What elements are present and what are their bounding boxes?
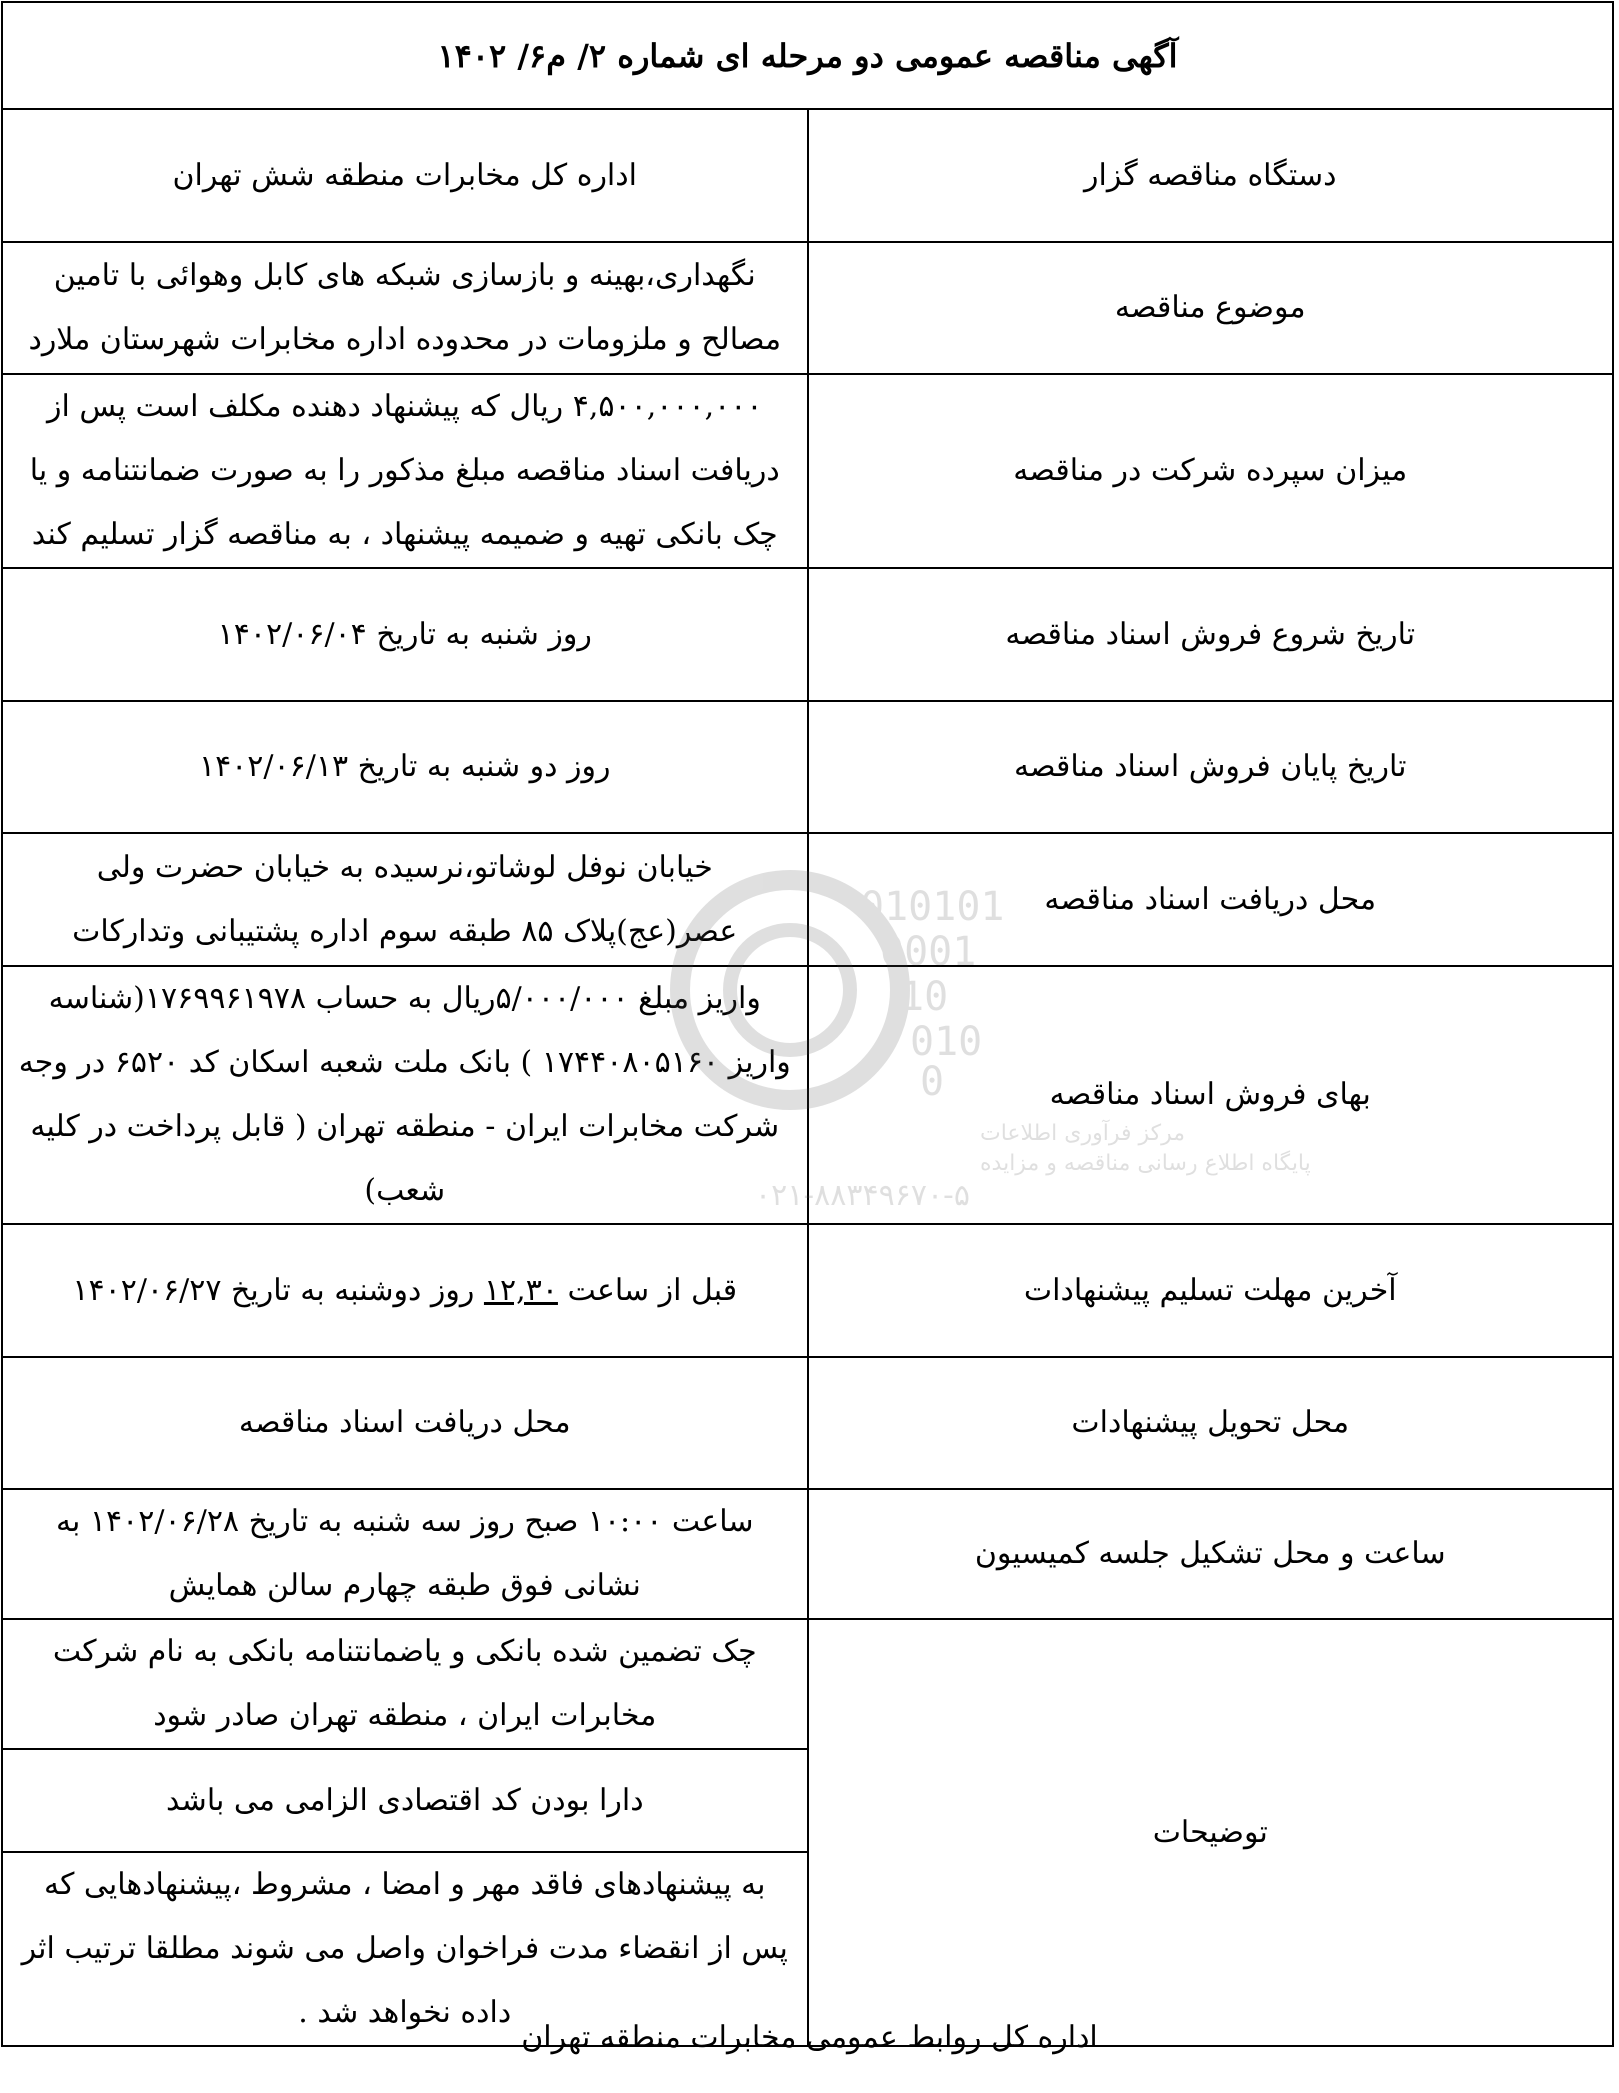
row-value (2, 1224, 808, 1357)
row-value: واریز مبلغ ۵/۰۰۰/۰۰۰ریال به حساب ۱۷۶۹۹۶۱۹۷۸(شناسه واریز ۱۷۴۴۰۸۰۵۱۶۰ ) بانک ملت شعبه اسکان کد ۶۵۲۰ در وجه شرکت مخابرات ایران - منطقه تهران ( قابل پرداخت در کلیه شعب) (2, 966, 808, 1224)
watermark-binary-5: 0 (920, 1059, 945, 1105)
watermark-phone: ۰۲۱-۸۸۳۴۹۶۷۰-۵ (754, 1178, 970, 1213)
row-label: محل دریافت اسناد مناقصه (808, 833, 1614, 966)
row-label: محل تحویل پیشنهادات (808, 1357, 1614, 1489)
watermark-binary-2: 0001 (880, 929, 977, 975)
note-item: دارا بودن کد اقتصادی الزامی می باشد (2, 1749, 808, 1852)
row-label: میزان سپرده شرکت در مناقصه (808, 374, 1614, 568)
watermark-text-1: مرکز فرآوری اطلاعات (980, 1121, 1186, 1146)
table-row (2, 966, 1613, 1224)
table-row (2, 242, 1613, 374)
table-row (2, 1489, 1613, 1619)
row-value: خیابان نوفل لوشاتو،نرسیده به خیابان حضرت ولی عصر(عج)پلاک ۸۵ طبقه سوم اداره پشتیبانی وتدارکات (2, 833, 808, 966)
row-value: نگهداری،بهینه و بازسازی شبکه های کابل وهوائی با تامین مصالح و ملزومات در محدوده اداره مخابرات شهرستان ملارد (2, 242, 808, 374)
tender-table (1, 1, 1614, 2047)
row-label: تاریخ شروع فروش اسناد مناقصه (808, 568, 1614, 701)
table-row (2, 568, 1613, 701)
table-row (2, 833, 1613, 966)
table-row (2, 1619, 1613, 1749)
row-value: محل دریافت اسناد مناقصه (2, 1357, 808, 1489)
row-value: اداره کل مخابرات منطقه شش تهران (2, 109, 808, 242)
row-value: ۴,۵۰۰,۰۰۰,۰۰۰ ریال که پیشنهاد دهنده مکلف است پس از دریافت اسناد مناقصه مبلغ مذکور را به صورت ضمانتنامه و یا چک بانکی تهیه و ضمیمه پیشنهاد ، به مناقصه گزار تسلیم کند (2, 374, 808, 568)
row-value: روز شنبه به تاریخ ۱۴۰۲/۰۶/۰۴ (2, 568, 808, 701)
row-label: ساعت و محل تشکیل جلسه کمیسیون (808, 1489, 1614, 1619)
notice-title: آگهی مناقصه عمومی دو مرحله ای شماره ۲/ م۶/ ۱۴۰۲ (2, 2, 1613, 109)
table-row (2, 1357, 1613, 1489)
note-item: به پیشنهادهای فاقد مهر و امضا ، مشروط ،پیشنهادهایی که پس از انقضاء مدت فراخوان واصل می شوند مطلقا ترتیب اثر داده نخواهد شد . (2, 1852, 808, 2046)
row-label: آخرین مهلت تسلیم پیشنهادات (808, 1224, 1614, 1357)
notes-label: توضیحات (808, 1619, 1614, 2046)
note-item: چک تضمین شده بانکی و یاضمانتنامه بانکی به نام شرکت مخابرات ایران ، منطقه تهران صادر شود (2, 1619, 808, 1749)
table-row (2, 1224, 1613, 1357)
table-row (2, 109, 1613, 242)
row-label: تاریخ پایان فروش اسناد مناقصه (808, 701, 1614, 833)
watermark-text-2: پایگاه اطلاع رسانی مناقصه و مزایده (980, 1151, 1311, 1176)
table-row (2, 374, 1613, 568)
deadline-time: ۱۲,۳۰ (483, 1272, 558, 1308)
tender-notice (1, 1, 1614, 2047)
row-value: ساعت ۱۰:۰۰ صبح روز سه شنبه به تاریخ ۱۴۰۲/۰۶/۲۸ به نشانی فوق طبقه چهارم سالن همایش (2, 1489, 808, 1619)
watermark-binary-3: 10 (900, 974, 949, 1020)
deadline-suffix: روز دوشنبه به تاریخ ۱۴۰۲/۰۶/۲۷ (72, 1272, 475, 1308)
watermark-binary-1: 010101 (860, 884, 1005, 930)
footer-signature: اداره کل روابط عمومی مخابرات منطقه تهران (521, 2020, 1098, 2055)
row-label: بهای فروش اسناد مناقصه (808, 966, 1614, 1224)
watermark-binary-4: 010 (910, 1019, 983, 1065)
table-row (2, 701, 1613, 833)
row-label: موضوع مناقصه (808, 242, 1614, 374)
row-label: دستگاه مناقصه گزار (808, 109, 1614, 242)
deadline-prefix: قبل از ساعت (567, 1272, 738, 1308)
row-value: روز دو شنبه به تاریخ ۱۴۰۲/۰۶/۱۳ (2, 701, 808, 833)
